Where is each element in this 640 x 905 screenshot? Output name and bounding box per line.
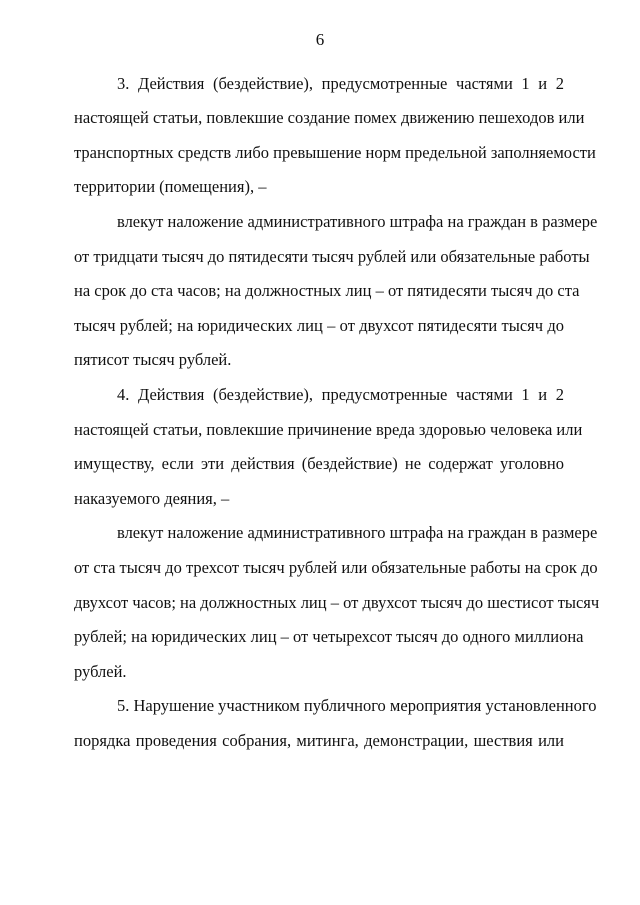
paragraph-4-line-4: наказуемого деяния, – xyxy=(74,489,230,508)
sanction-3-line-2: от тридцати тысяч до пятидесяти тысяч рублей или обязательные работы xyxy=(74,247,590,266)
sanction-4-line-2: от ста тысяч до трехсот тысяч рублей или обязательные работы на срок до xyxy=(74,558,598,577)
paragraph-3-line-4: территории (помещения), – xyxy=(74,177,267,196)
sanction-3-line-1: влекут наложение административного штрафа на граждан в размере xyxy=(117,212,598,231)
paragraph-3-line-2: настоящей статьи, повлекшие создание помех движению пешеходов или xyxy=(74,108,585,127)
paragraph-4-line-2: настоящей статьи, повлекшие причинение вреда здоровью человека или xyxy=(74,420,583,439)
paragraph-5-line-2: порядка проведения собрания, митинга, демонстрации, шествия или xyxy=(74,731,564,750)
page-number: 6 xyxy=(315,30,325,49)
sanction-3-line-5: пятисот тысяч рублей. xyxy=(74,350,232,369)
sanction-3-line-3: на срок до ста часов; на должностных лиц – от пятидесяти тысяч до ста xyxy=(74,281,580,300)
paragraph-4-line-1: 4. Действия (бездействие), предусмотренные частями 1 и 2 xyxy=(117,385,564,404)
sanction-4-line-1: влекут наложение административного штрафа на граждан в размере xyxy=(117,523,598,542)
paragraph-5-line-1: 5. Нарушение участником публичного мероприятия установленного xyxy=(117,696,597,715)
paragraph-4-line-3: имуществу, если эти действия (бездействие) не содержат уголовно xyxy=(74,454,564,473)
sanction-4-line-3: двухсот часов; на должностных лиц – от двухсот тысяч до шестисот тысяч xyxy=(74,593,600,612)
sanction-4-line-5: рублей. xyxy=(74,662,127,681)
sanction-4-line-4: рублей; на юридических лиц – от четырехсот тысяч до одного миллиона xyxy=(74,627,584,646)
sanction-3-line-4: тысяч рублей; на юридических лиц – от двухсот пятидесяти тысяч до xyxy=(74,316,564,335)
paragraph-3-line-3: транспортных средств либо превышение норм предельной заполняемости xyxy=(74,143,596,162)
paragraph-3-line-1: 3. Действия (бездействие), предусмотренные частями 1 и 2 xyxy=(117,74,564,93)
